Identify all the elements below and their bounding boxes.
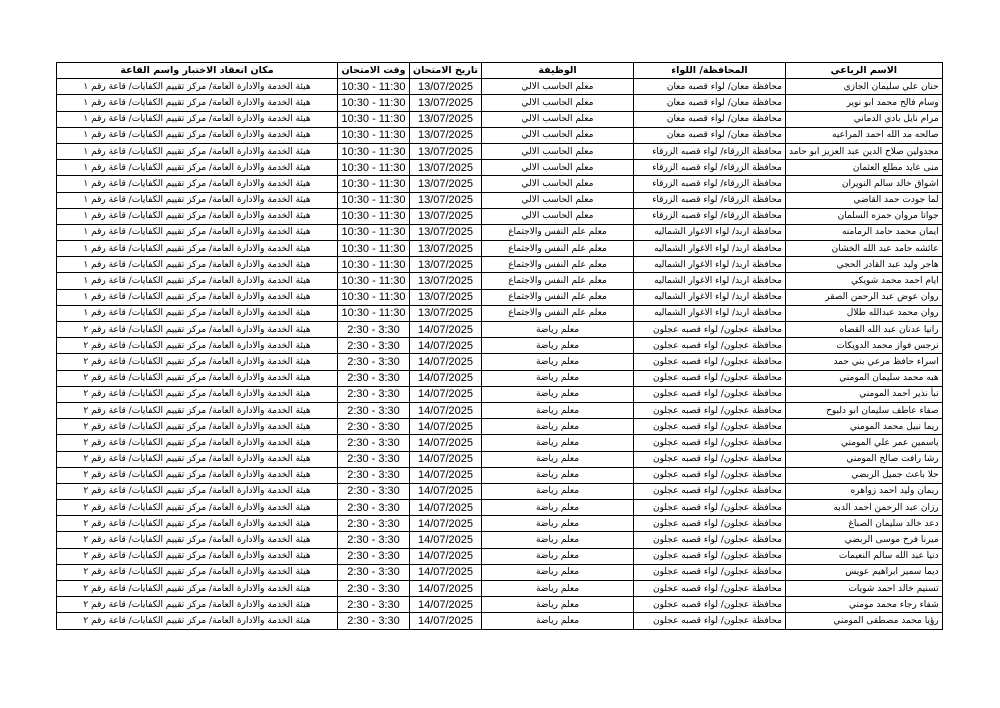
- cell-location: هيئة الخدمة والادارة العامة/ مركز تقييم الكفايات/ قاعة رقم ١: [57, 273, 338, 289]
- cell-governorate: محافظة معان/ لواء قصبه معان: [634, 95, 786, 111]
- table-row: [57, 386, 943, 402]
- cell-date: 14/07/2025: [410, 402, 482, 418]
- cell-name: ياسمين عمر علي المومني: [786, 435, 943, 451]
- cell-time: 10:30 - 11:30: [338, 208, 410, 224]
- cell-location: هيئة الخدمة والادارة العامة/ مركز تقييم الكفايات/ قاعة رقم ٢: [57, 532, 338, 548]
- cell-time: 10:30 - 11:30: [338, 111, 410, 127]
- cell-location: هيئة الخدمة والادارة العامة/ مركز تقييم الكفايات/ قاعة رقم ١: [57, 95, 338, 111]
- cell-governorate: محافظة عجلون/ لواء قصبه عجلون: [634, 548, 786, 564]
- cell-job: معلم رياضة: [482, 451, 634, 467]
- cell-location: هيئة الخدمة والادارة العامة/ مركز تقييم الكفايات/ قاعة رقم ١: [57, 127, 338, 143]
- cell-time: 2:30 - 3:30: [338, 322, 410, 338]
- cell-time: 10:30 - 11:30: [338, 95, 410, 111]
- cell-time: 2:30 - 3:30: [338, 419, 410, 435]
- cell-name: منى عايد مطلع العثمان: [786, 160, 943, 176]
- cell-name: اشواق خالد سالم النويران: [786, 176, 943, 192]
- cell-name: حلا باعث جميل الربضي: [786, 467, 943, 483]
- cell-location: هيئة الخدمة والادارة العامة/ مركز تقييم الكفايات/ قاعة رقم ٢: [57, 451, 338, 467]
- cell-location: هيئة الخدمة والادارة العامة/ مركز تقييم الكفايات/ قاعة رقم ١: [57, 176, 338, 192]
- cell-location: هيئة الخدمة والادارة العامة/ مركز تقييم الكفايات/ قاعة رقم ٢: [57, 516, 338, 532]
- cell-governorate: محافظة عجلون/ لواء قصبه عجلون: [634, 402, 786, 418]
- cell-governorate: محافظة عجلون/ لواء قصبه عجلون: [634, 597, 786, 613]
- cell-job: معلم الحاسب الالي: [482, 79, 634, 95]
- cell-governorate: محافظة عجلون/ لواء قصبه عجلون: [634, 435, 786, 451]
- cell-time: 10:30 - 11:30: [338, 289, 410, 305]
- cell-date: 13/07/2025: [410, 273, 482, 289]
- header-row: [57, 63, 943, 79]
- cell-time: 2:30 - 3:30: [338, 386, 410, 402]
- cell-date: 13/07/2025: [410, 224, 482, 240]
- cell-location: هيئة الخدمة والادارة العامة/ مركز تقييم الكفايات/ قاعة رقم ٢: [57, 419, 338, 435]
- cell-job: معلم الحاسب الالي: [482, 95, 634, 111]
- cell-job: معلم رياضة: [482, 613, 634, 629]
- cell-name: رؤيا محمد مصطفى المومني: [786, 613, 943, 629]
- cell-name: شفاء رجاء محمد مومني: [786, 597, 943, 613]
- cell-date: 14/07/2025: [410, 581, 482, 597]
- table-row: [57, 111, 943, 127]
- cell-job: معلم رياضة: [482, 402, 634, 418]
- cell-job: معلم رياضة: [482, 354, 634, 370]
- cell-time: 10:30 - 11:30: [338, 241, 410, 257]
- cell-location: هيئة الخدمة والادارة العامة/ مركز تقييم الكفايات/ قاعة رقم ٢: [57, 548, 338, 564]
- table-row: [57, 516, 943, 532]
- cell-location: هيئة الخدمة والادارة العامة/ مركز تقييم الكفايات/ قاعة رقم ١: [57, 208, 338, 224]
- table-row: [57, 500, 943, 516]
- cell-job: معلم رياضة: [482, 467, 634, 483]
- cell-time: 2:30 - 3:30: [338, 500, 410, 516]
- cell-time: 2:30 - 3:30: [338, 402, 410, 418]
- table-row: [57, 208, 943, 224]
- cell-name: صفاء عاطف سليمان ابو دلبوح: [786, 402, 943, 418]
- cell-name: رزان عبد الرحمن احمد الدبه: [786, 500, 943, 516]
- cell-date: 13/07/2025: [410, 305, 482, 321]
- cell-governorate: محافظة الزرقاء/ لواء قصبه الزرقاء: [634, 192, 786, 208]
- table-row: [57, 322, 943, 338]
- cell-location: هيئة الخدمة والادارة العامة/ مركز تقييم الكفايات/ قاعة رقم ١: [57, 160, 338, 176]
- cell-job: معلم علم النفس والاجتماع: [482, 257, 634, 273]
- cell-location: هيئة الخدمة والادارة العامة/ مركز تقييم الكفايات/ قاعة رقم ٢: [57, 435, 338, 451]
- table-row: [57, 338, 943, 354]
- cell-job: معلم الحاسب الالي: [482, 208, 634, 224]
- table-row: [57, 451, 943, 467]
- table-row: [57, 370, 943, 386]
- cell-date: 13/07/2025: [410, 111, 482, 127]
- cell-job: معلم رياضة: [482, 483, 634, 499]
- cell-name: مرام نايل بادي الدماني: [786, 111, 943, 127]
- cell-name: اسراء حافظ مرعي بني حمد: [786, 354, 943, 370]
- cell-job: معلم رياضة: [482, 386, 634, 402]
- cell-governorate: محافظة اربد/ لواء الاغوار الشماليه: [634, 241, 786, 257]
- cell-job: معلم علم النفس والاجتماع: [482, 224, 634, 240]
- table-row: [57, 160, 943, 176]
- table-row: [57, 564, 943, 580]
- cell-governorate: محافظة عجلون/ لواء قصبه عجلون: [634, 419, 786, 435]
- table-row: [57, 79, 943, 95]
- cell-date: 14/07/2025: [410, 419, 482, 435]
- cell-date: 13/07/2025: [410, 192, 482, 208]
- cell-location: هيئة الخدمة والادارة العامة/ مركز تقييم الكفايات/ قاعة رقم ١: [57, 305, 338, 321]
- cell-governorate: محافظة عجلون/ لواء قصبه عجلون: [634, 354, 786, 370]
- cell-date: 14/07/2025: [410, 370, 482, 386]
- cell-time: 10:30 - 11:30: [338, 273, 410, 289]
- cell-job: معلم رياضة: [482, 564, 634, 580]
- cell-name: نرجس فواز محمد الدويكات: [786, 338, 943, 354]
- cell-governorate: محافظة الزرقاء/ لواء قصبه الزرقاء: [634, 143, 786, 159]
- header-time: وقت الامتحان: [338, 63, 410, 79]
- cell-time: 2:30 - 3:30: [338, 564, 410, 580]
- cell-date: 14/07/2025: [410, 451, 482, 467]
- cell-date: 14/07/2025: [410, 532, 482, 548]
- cell-governorate: محافظة معان/ لواء قصبه معان: [634, 111, 786, 127]
- cell-name: ديما سمير ابراهيم عويس: [786, 564, 943, 580]
- cell-time: 2:30 - 3:30: [338, 581, 410, 597]
- table-row: [57, 467, 943, 483]
- cell-date: 13/07/2025: [410, 95, 482, 111]
- table-row: [57, 548, 943, 564]
- cell-name: دنيا عبد الله سالم النعيمات: [786, 548, 943, 564]
- cell-governorate: محافظة اربد/ لواء الاغوار الشماليه: [634, 289, 786, 305]
- cell-date: 13/07/2025: [410, 160, 482, 176]
- cell-governorate: محافظة عجلون/ لواء قصبه عجلون: [634, 532, 786, 548]
- table-row: [57, 581, 943, 597]
- cell-name: ايمان محمد حامد الرمامنه: [786, 224, 943, 240]
- cell-location: هيئة الخدمة والادارة العامة/ مركز تقييم الكفايات/ قاعة رقم ٢: [57, 500, 338, 516]
- cell-name: حنان علي سليمان الجازي: [786, 79, 943, 95]
- table-row: [57, 597, 943, 613]
- cell-job: معلم رياضة: [482, 548, 634, 564]
- cell-location: هيئة الخدمة والادارة العامة/ مركز تقييم الكفايات/ قاعة رقم ١: [57, 257, 338, 273]
- cell-date: 14/07/2025: [410, 500, 482, 516]
- cell-job: معلم رياضة: [482, 532, 634, 548]
- header-name: الاسم الرباعي: [786, 63, 943, 79]
- table-row: [57, 354, 943, 370]
- cell-time: 2:30 - 3:30: [338, 516, 410, 532]
- cell-location: هيئة الخدمة والادارة العامة/ مركز تقييم الكفايات/ قاعة رقم ٢: [57, 564, 338, 580]
- cell-time: 10:30 - 11:30: [338, 79, 410, 95]
- cell-time: 10:30 - 11:30: [338, 305, 410, 321]
- cell-job: معلم رياضة: [482, 322, 634, 338]
- cell-date: 13/07/2025: [410, 257, 482, 273]
- cell-location: هيئة الخدمة والادارة العامة/ مركز تقييم الكفايات/ قاعة رقم ١: [57, 289, 338, 305]
- cell-job: معلم علم النفس والاجتماع: [482, 241, 634, 257]
- cell-date: 13/07/2025: [410, 289, 482, 305]
- cell-name: هبه محمد سليمان المومني: [786, 370, 943, 386]
- cell-date: 13/07/2025: [410, 241, 482, 257]
- header-location: مكان انعقاد الاختبار واسم القاعة: [57, 63, 338, 79]
- cell-governorate: محافظة الزرقاء/ لواء قصبه الزرقاء: [634, 208, 786, 224]
- cell-job: معلم رياضة: [482, 581, 634, 597]
- cell-name: ايام احمد محمد شويكي: [786, 273, 943, 289]
- cell-job: معلم الحاسب الالي: [482, 176, 634, 192]
- cell-date: 13/07/2025: [410, 127, 482, 143]
- table-row: [57, 532, 943, 548]
- cell-time: 2:30 - 3:30: [338, 532, 410, 548]
- cell-time: 2:30 - 3:30: [338, 467, 410, 483]
- header-governorate: المحافظة/ اللواء: [634, 63, 786, 79]
- cell-job: معلم رياضة: [482, 597, 634, 613]
- table-row: [57, 273, 943, 289]
- cell-governorate: محافظة اربد/ لواء الاغوار الشماليه: [634, 224, 786, 240]
- cell-time: 2:30 - 3:30: [338, 613, 410, 629]
- cell-name: صالحه مد الله احمد المراعيه: [786, 127, 943, 143]
- cell-governorate: محافظة عجلون/ لواء قصبه عجلون: [634, 500, 786, 516]
- cell-location: هيئة الخدمة والادارة العامة/ مركز تقييم الكفايات/ قاعة رقم ٢: [57, 370, 338, 386]
- cell-time: 10:30 - 11:30: [338, 224, 410, 240]
- cell-job: معلم علم النفس والاجتماع: [482, 273, 634, 289]
- table-row: [57, 192, 943, 208]
- table-row: [57, 419, 943, 435]
- cell-location: هيئة الخدمة والادارة العامة/ مركز تقييم الكفايات/ قاعة رقم ٢: [57, 338, 338, 354]
- cell-governorate: محافظة اربد/ لواء الاغوار الشماليه: [634, 305, 786, 321]
- cell-location: هيئة الخدمة والادارة العامة/ مركز تقييم الكفايات/ قاعة رقم ٢: [57, 354, 338, 370]
- cell-time: 2:30 - 3:30: [338, 451, 410, 467]
- cell-name: نبأ نذير احمد المومني: [786, 386, 943, 402]
- cell-governorate: محافظة عجلون/ لواء قصبه عجلون: [634, 386, 786, 402]
- cell-governorate: محافظة معان/ لواء قصبه معان: [634, 79, 786, 95]
- cell-date: 14/07/2025: [410, 322, 482, 338]
- cell-governorate: محافظة اربد/ لواء الاغوار الشماليه: [634, 257, 786, 273]
- cell-location: هيئة الخدمة والادارة العامة/ مركز تقييم الكفايات/ قاعة رقم ١: [57, 192, 338, 208]
- cell-date: 13/07/2025: [410, 176, 482, 192]
- cell-location: هيئة الخدمة والادارة العامة/ مركز تقييم الكفايات/ قاعة رقم ٢: [57, 613, 338, 629]
- cell-governorate: محافظة عجلون/ لواء قصبه عجلون: [634, 581, 786, 597]
- cell-location: هيئة الخدمة والادارة العامة/ مركز تقييم الكفايات/ قاعة رقم ١: [57, 143, 338, 159]
- table-row: [57, 127, 943, 143]
- cell-time: 2:30 - 3:30: [338, 597, 410, 613]
- cell-governorate: محافظة الزرقاء/ لواء قصبه الزرقاء: [634, 160, 786, 176]
- cell-governorate: محافظة عجلون/ لواء قصبه عجلون: [634, 370, 786, 386]
- cell-name: عائشه حامد عبد الله الخشان: [786, 241, 943, 257]
- cell-job: معلم الحاسب الالي: [482, 192, 634, 208]
- cell-job: معلم الحاسب الالي: [482, 127, 634, 143]
- table-row: [57, 289, 943, 305]
- cell-date: 14/07/2025: [410, 338, 482, 354]
- cell-time: 10:30 - 11:30: [338, 143, 410, 159]
- cell-date: 14/07/2025: [410, 548, 482, 564]
- table-row: [57, 435, 943, 451]
- cell-name: تسنيم خالد احمد شويات: [786, 581, 943, 597]
- table-row: [57, 241, 943, 257]
- cell-time: 10:30 - 11:30: [338, 192, 410, 208]
- cell-date: 14/07/2025: [410, 467, 482, 483]
- table-header: [57, 63, 943, 79]
- cell-name: جوانا مروان حمزه السلمان: [786, 208, 943, 224]
- cell-name: دعد خالد سليمان الصباغ: [786, 516, 943, 532]
- cell-time: 2:30 - 3:30: [338, 435, 410, 451]
- cell-time: 10:30 - 11:30: [338, 176, 410, 192]
- cell-governorate: محافظة الزرقاء/ لواء قصبه الزرقاء: [634, 176, 786, 192]
- cell-name: ريما نبيل محمد المومني: [786, 419, 943, 435]
- cell-date: 13/07/2025: [410, 79, 482, 95]
- cell-location: هيئة الخدمة والادارة العامة/ مركز تقييم الكفايات/ قاعة رقم ٢: [57, 386, 338, 402]
- cell-name: مجدولين صلاح الدين عبد العزيز ابو حامد: [786, 143, 943, 159]
- cell-location: هيئة الخدمة والادارة العامة/ مركز تقييم الكفايات/ قاعة رقم ٢: [57, 467, 338, 483]
- cell-name: ميرنا فرح موسى الربضي: [786, 532, 943, 548]
- cell-job: معلم علم النفس والاجتماع: [482, 289, 634, 305]
- cell-governorate: محافظة عجلون/ لواء قصبه عجلون: [634, 322, 786, 338]
- cell-date: 13/07/2025: [410, 143, 482, 159]
- cell-job: معلم الحاسب الالي: [482, 143, 634, 159]
- cell-time: 2:30 - 3:30: [338, 483, 410, 499]
- cell-governorate: محافظة معان/ لواء قصبه معان: [634, 127, 786, 143]
- cell-governorate: محافظة عجلون/ لواء قصبه عجلون: [634, 338, 786, 354]
- cell-job: معلم رياضة: [482, 419, 634, 435]
- exam-schedule-table: [56, 62, 943, 630]
- table-row: [57, 143, 943, 159]
- table-row: [57, 305, 943, 321]
- cell-governorate: محافظة عجلون/ لواء قصبه عجلون: [634, 516, 786, 532]
- cell-time: 2:30 - 3:30: [338, 338, 410, 354]
- cell-date: 14/07/2025: [410, 516, 482, 532]
- cell-name: ريمان وليد احمد زواهره: [786, 483, 943, 499]
- cell-location: هيئة الخدمة والادارة العامة/ مركز تقييم الكفايات/ قاعة رقم ٢: [57, 402, 338, 418]
- cell-date: 14/07/2025: [410, 483, 482, 499]
- table-row: [57, 483, 943, 499]
- table-row: [57, 402, 943, 418]
- cell-location: هيئة الخدمة والادارة العامة/ مركز تقييم الكفايات/ قاعة رقم ٢: [57, 483, 338, 499]
- cell-time: 2:30 - 3:30: [338, 370, 410, 386]
- cell-governorate: محافظة اربد/ لواء الاغوار الشماليه: [634, 273, 786, 289]
- cell-job: معلم الحاسب الالي: [482, 111, 634, 127]
- cell-governorate: محافظة عجلون/ لواء قصبه عجلون: [634, 451, 786, 467]
- cell-location: هيئة الخدمة والادارة العامة/ مركز تقييم الكفايات/ قاعة رقم ٢: [57, 322, 338, 338]
- cell-job: معلم رياضة: [482, 500, 634, 516]
- cell-name: روان عوض عبد الرحمن الصقر: [786, 289, 943, 305]
- cell-governorate: محافظة عجلون/ لواء قصبه عجلون: [634, 613, 786, 629]
- cell-job: معلم رياضة: [482, 516, 634, 532]
- cell-name: لما جودت حمد القاضي: [786, 192, 943, 208]
- table-row: [57, 613, 943, 629]
- cell-name: وسام فالح محمد ابو نوير: [786, 95, 943, 111]
- cell-date: 14/07/2025: [410, 354, 482, 370]
- cell-time: 2:30 - 3:30: [338, 548, 410, 564]
- header-date: تاريخ الامتحان: [410, 63, 482, 79]
- cell-date: 14/07/2025: [410, 564, 482, 580]
- table-row: [57, 224, 943, 240]
- cell-date: 14/07/2025: [410, 386, 482, 402]
- cell-job: معلم رياضة: [482, 435, 634, 451]
- cell-job: معلم الحاسب الالي: [482, 160, 634, 176]
- header-job: الوظيفة: [482, 63, 634, 79]
- table-body: [57, 79, 943, 629]
- cell-time: 10:30 - 11:30: [338, 257, 410, 273]
- cell-date: 13/07/2025: [410, 208, 482, 224]
- cell-job: معلم علم النفس والاجتماع: [482, 305, 634, 321]
- cell-location: هيئة الخدمة والادارة العامة/ مركز تقييم الكفايات/ قاعة رقم ١: [57, 241, 338, 257]
- table-row: [57, 176, 943, 192]
- cell-name: هاجر وليد عبد القادر الحجي: [786, 257, 943, 273]
- cell-time: 10:30 - 11:30: [338, 127, 410, 143]
- cell-job: معلم رياضة: [482, 338, 634, 354]
- cell-location: هيئة الخدمة والادارة العامة/ مركز تقييم الكفايات/ قاعة رقم ١: [57, 224, 338, 240]
- cell-location: هيئة الخدمة والادارة العامة/ مركز تقييم الكفايات/ قاعة رقم ١: [57, 111, 338, 127]
- cell-location: هيئة الخدمة والادارة العامة/ مركز تقييم الكفايات/ قاعة رقم ١: [57, 79, 338, 95]
- cell-name: رشا رافت صالح المومني: [786, 451, 943, 467]
- cell-governorate: محافظة عجلون/ لواء قصبه عجلون: [634, 467, 786, 483]
- cell-name: روان محمد عبدالله طلال: [786, 305, 943, 321]
- cell-time: 2:30 - 3:30: [338, 354, 410, 370]
- cell-location: هيئة الخدمة والادارة العامة/ مركز تقييم الكفايات/ قاعة رقم ٢: [57, 581, 338, 597]
- table-row: [57, 95, 943, 111]
- cell-location: هيئة الخدمة والادارة العامة/ مركز تقييم الكفايات/ قاعة رقم ٢: [57, 597, 338, 613]
- cell-date: 14/07/2025: [410, 613, 482, 629]
- cell-date: 14/07/2025: [410, 597, 482, 613]
- cell-name: رانيا عدنان عبد الله القضاه: [786, 322, 943, 338]
- cell-time: 10:30 - 11:30: [338, 160, 410, 176]
- cell-governorate: محافظة عجلون/ لواء قصبه عجلون: [634, 564, 786, 580]
- cell-job: معلم رياضة: [482, 370, 634, 386]
- cell-date: 14/07/2025: [410, 435, 482, 451]
- table-row: [57, 257, 943, 273]
- cell-governorate: محافظة عجلون/ لواء قصبه عجلون: [634, 483, 786, 499]
